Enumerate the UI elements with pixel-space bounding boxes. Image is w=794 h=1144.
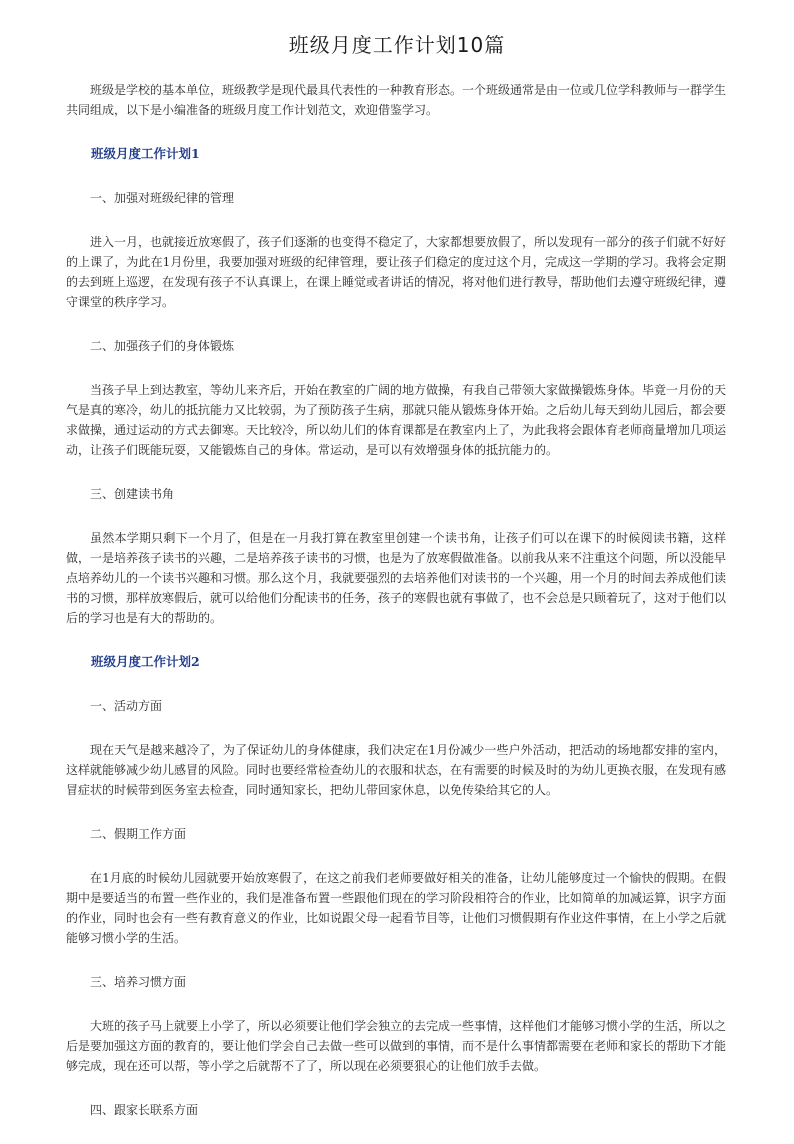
- plan-1-section-3-body: 虽然本学期只剩下一个月了，但是在一月我打算在教室里创建一个读书角，让孩子们可以在课下的时候阅读书籍，这样做，一是培养孩子读书的兴趣，二是培养孩子读书的习惯，也是为了放寒假做准备。以前我从来不注重这个问题，所以没能早点培养幼儿的一个读书兴趣和习惯。那么这个月，我就要强烈的去培养他们对读书的一个兴趣，用一个月的时间去养成他们读书的习惯，那样放寒假后，就可以给他们分配读书的任务，孩子的寒假也就有事做了，也不会总是只顾着玩了，这对于他们以后的学习也是有大的帮助的。: [66, 531, 727, 625]
- plan-2-section-2-body: 在1月底的时候幼儿园就要开始放寒假了，在这之前我们老师要做好相关的准备，让幼儿能够度过一个愉快的假期。在假期中是要适当的布置一些作业的，我们是准备布置一些跟他们现在的学习阶段相符合的作业，比如简单的加减运算，识字方面的作业，同时也会有一些有教育意义的作业，比如说跟父母一起看节目等，让他们习惯假期有作业这件事情，在上小学之后就能够习惯小学的生活。: [66, 871, 727, 945]
- plan-1-section-1-title: 一、加强对班级纪律的管理: [90, 191, 235, 205]
- intro-paragraph: 班级是学校的基本单位，班级教学是现代最具代表性的一种教育形态。一个班级通常是由一位或几位学科教师与一群学生共同组成，以下是小编准备的班级月度工作计划范文，欢迎借鉴学习。: [66, 83, 727, 117]
- plan-2-section-1-body: 现在天气是越来越冷了，为了保证幼儿的身体健康，我们决定在1月份减少一些户外活动，把活动的场地都安排的室内，这样就能够减少幼儿感冒的风险。同时也要经常检查幼儿的衣服和状态，在有需要的时候及时的为幼儿更换衣服，在发现有感冒症状的时候带到医务室去检查，同时通知家长，把幼儿带回家休息，以免传染给其它的人。: [66, 743, 727, 797]
- plan-2-section-2-title: 二、假期工作方面: [90, 827, 187, 841]
- plan-2-section-3-body: 大班的孩子马上就要上小学了，所以必须要让他们学会独立的去完成一些事情，这样他们才能够习惯小学的生活，所以之后是要加强这方面的教育的，要让他们学会自己去做一些可以做到的事情，而不是什么事情都需要在老师和家长的帮助下才能够完成，现在还可以帮，等小学之后就帮不了了，所以现在必须要狠心的让他们放手去做。: [66, 1019, 727, 1073]
- document-body: [66, 80, 726, 1144]
- plan-1-section-2-title: 二、加强孩子们的身体锻炼: [90, 339, 235, 353]
- plan-2-section-4-title: 四、跟家长联系方面: [90, 1103, 199, 1117]
- page-title: 班级月度工作计划10篇: [288, 33, 506, 57]
- plan-1-section-1-body: 进入一月，也就接近放寒假了，孩子们逐渐的也变得不稳定了，大家都想要放假了，所以发现有一部分的孩子们就不好好的上课了，为此在1月份里，我要加强对班级的纪律管理，要让孩子们稳定的度过这个月，完成这一学期的学习。我将会定期的去到班上巡逻，在发现有孩子不认真课上，在课上睡觉或者讲话的情况，将对他们进行教导，帮助他们去遵守班级纪律，遵守课堂的秩序学习。: [66, 235, 727, 309]
- plan-2-heading: 班级月度工作计划2: [91, 654, 200, 669]
- plan-1-section-2-body: 当孩子早上到达教室，等幼儿来齐后，开始在教室的广阔的地方做操，有我自己带领大家做操锻炼身体。毕竟一月份的天气是真的寒冷，幼儿的抵抗能力又比较弱，为了预防孩子生病，那就只能从锻炼身体开始。之后幼儿每天到幼儿园后，都会要求做操，通过运动的方式去御寒。天比较冷，所以幼儿们的体育课都是在教室内上了，为此我将会跟体育老师商量增加几项运动，让孩子们既能玩耍，又能锻炼自己的身体。常运动，是可以有效增强身体的抵抗能力的。: [66, 383, 727, 457]
- plan-2-section-3-title: 三、培养习惯方面: [90, 975, 187, 989]
- plan-2-section-1-title: 一、活动方面: [90, 699, 163, 713]
- plan-1-heading: 班级月度工作计划1: [91, 146, 200, 161]
- plan-1-section-3-title: 三、创建读书角: [90, 487, 175, 501]
